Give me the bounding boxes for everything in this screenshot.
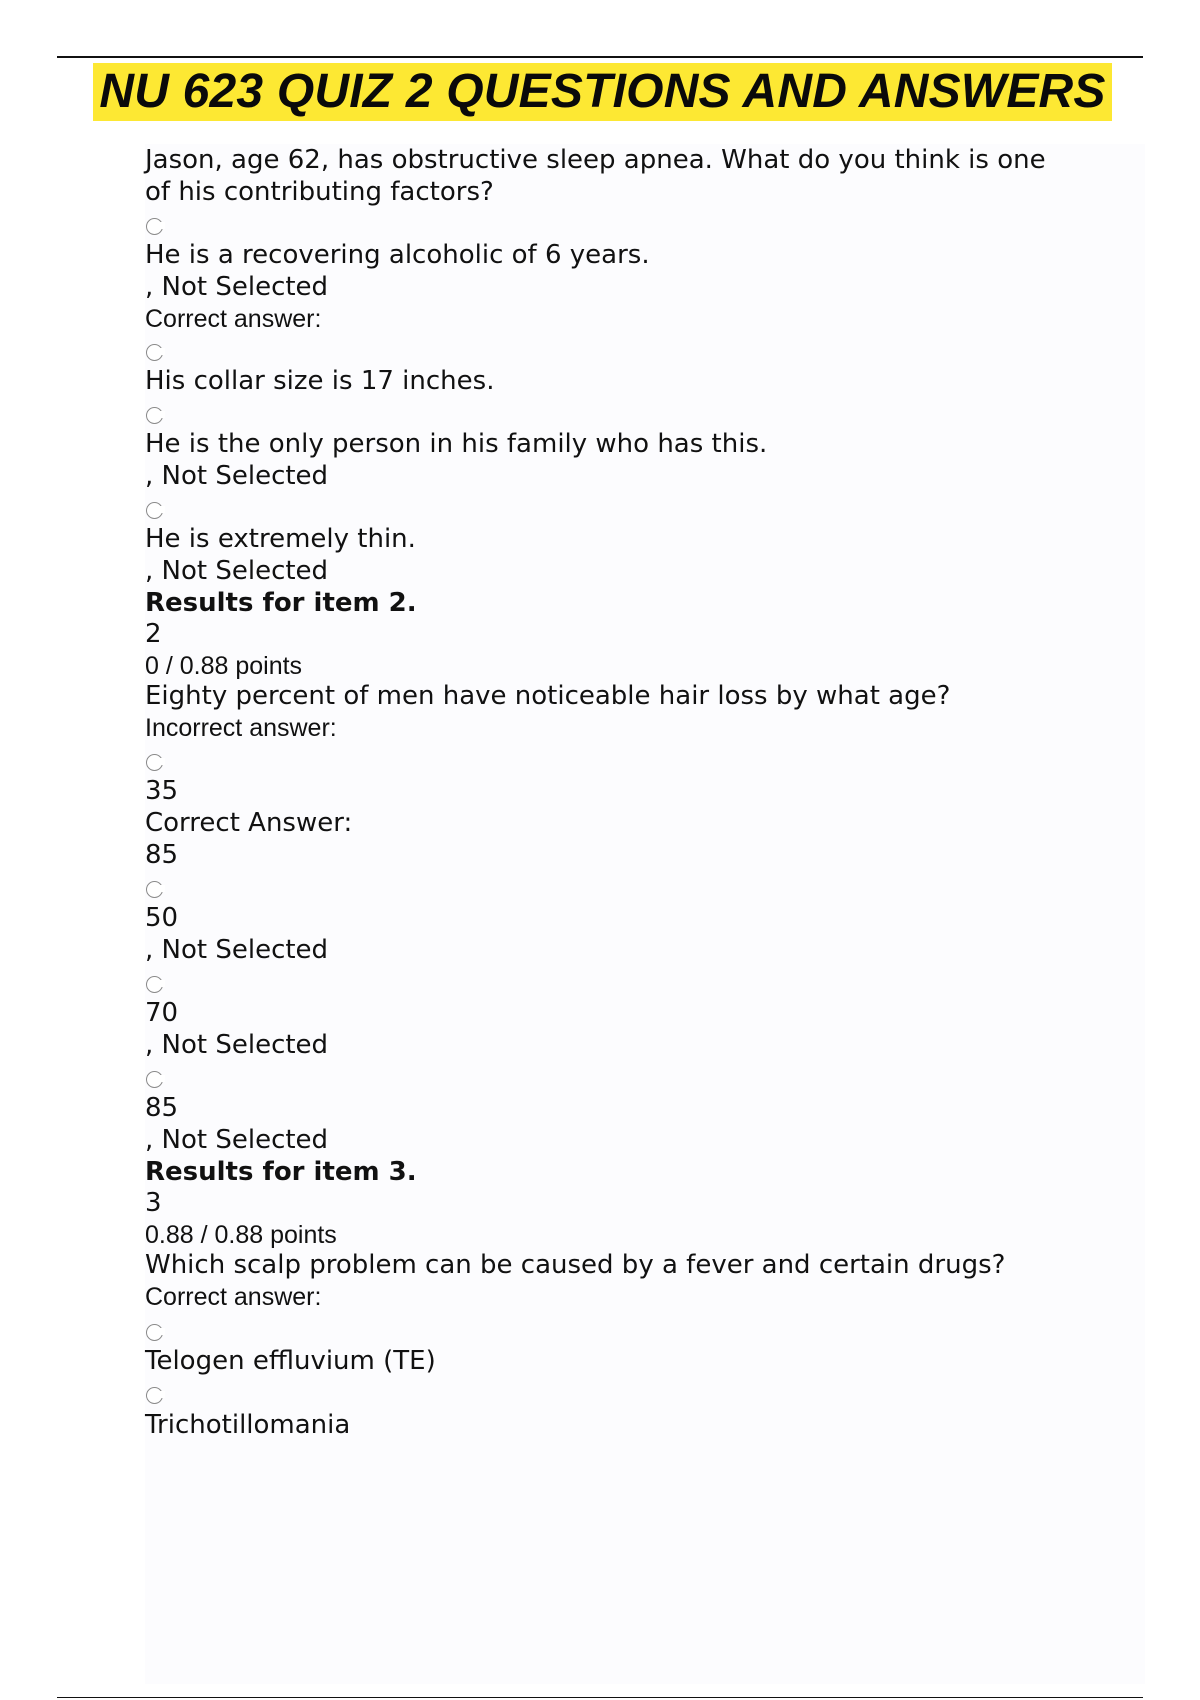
q1-question-line1: Jason, age 62, has obstructive sleep apnea. What do you think is one [145, 145, 1046, 175]
q2-option-4-status: , Not Selected [145, 1125, 329, 1155]
title-highlight [93, 63, 1112, 121]
q3-option-2: Trichotillomania [145, 1410, 351, 1440]
q3-correct-answer-label: Correct answer: [145, 1283, 322, 1311]
radio-icon[interactable] [146, 1071, 163, 1088]
q2-correct-answer-value: 85 [145, 840, 179, 870]
q3-option-1: Telogen effluvium (TE) [145, 1346, 436, 1376]
q2-incorrect-answer-label: Incorrect answer: [145, 714, 337, 742]
top-rule [57, 56, 1143, 58]
radio-icon[interactable] [146, 407, 163, 424]
q2-option-3: 70 [145, 998, 179, 1028]
q3-results-heading: Results for item 3. [145, 1157, 417, 1187]
q1-option-3: He is the only person in his family who has this. [145, 429, 768, 459]
radio-icon[interactable] [146, 881, 163, 898]
document-title: NU 623 QUIZ 2 QUESTIONS AND ANSWERS [99, 65, 1106, 118]
q1-option-1: He is a recovering alcoholic of 6 years. [145, 240, 650, 270]
q2-results-heading: Results for item 2. [145, 588, 417, 618]
q1-option-4: He is extremely thin. [145, 524, 416, 554]
radio-icon[interactable] [146, 502, 163, 519]
q2-question: Eighty percent of men have noticeable hair loss by what age? [145, 681, 951, 711]
q2-option-2: 50 [145, 903, 179, 933]
q2-correct-answer-label: Correct Answer: [145, 808, 353, 838]
q1-option-1-status: , Not Selected [145, 272, 329, 302]
radio-icon[interactable] [146, 754, 163, 771]
quiz-content [145, 144, 1145, 1684]
q3-points: 0.88 / 0.88 points [145, 1221, 337, 1249]
q1-correct-answer-label: Correct answer: [145, 305, 322, 333]
q3-question: Which scalp problem can be caused by a fever and certain drugs? [145, 1250, 1006, 1280]
q2-option-4: 85 [145, 1093, 179, 1123]
q1-option-4-status: , Not Selected [145, 556, 329, 586]
radio-icon[interactable] [146, 976, 163, 993]
q1-question-line2: of his contributing factors? [145, 177, 494, 207]
q2-option-2-status: , Not Selected [145, 935, 329, 965]
q2-item-number: 2 [145, 619, 162, 649]
q2-option-1: 35 [145, 776, 179, 806]
radio-icon[interactable] [146, 218, 163, 235]
radio-icon[interactable] [146, 1387, 163, 1404]
q1-option-3-status: , Not Selected [145, 461, 329, 491]
q2-option-3-status: , Not Selected [145, 1030, 329, 1060]
q2-points: 0 / 0.88 points [145, 652, 303, 680]
radio-icon[interactable] [146, 1324, 163, 1341]
q1-option-2: His collar size is 17 inches. [145, 366, 495, 396]
bottom-rule [57, 1697, 1143, 1698]
q3-item-number: 3 [145, 1188, 162, 1218]
radio-icon[interactable] [146, 344, 163, 361]
